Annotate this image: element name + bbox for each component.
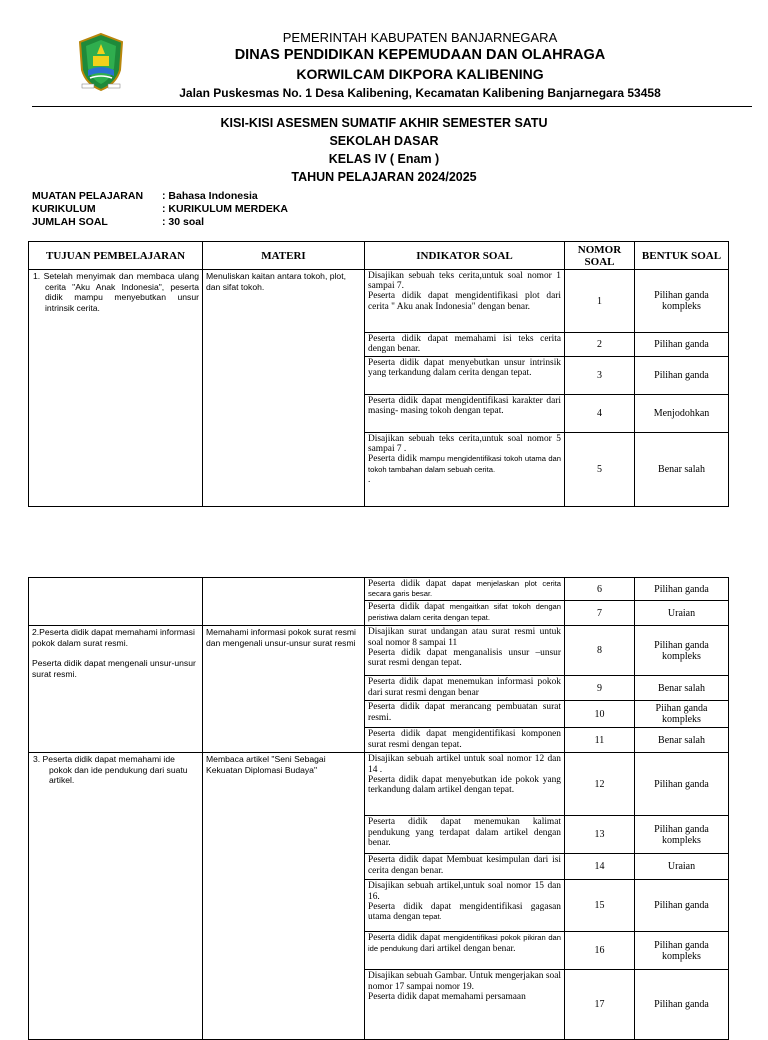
meta-value: : Bahasa Indonesia — [162, 190, 258, 202]
bentuk-cell: Pilihan ganda — [635, 578, 729, 601]
indikator-text — [368, 454, 561, 474]
nomor-cell: 16 — [565, 932, 635, 970]
indikator-cell: Peserta didik dapat merancang pembuatan surat resmi. — [365, 701, 565, 728]
tujuan-cell — [29, 626, 203, 753]
nomor-cell: 6 — [565, 578, 635, 601]
indikator-text: Disajikan sebuah teks cerita,untuk soal nomor 5 sampai 7 . — [368, 434, 561, 455]
col-header-indikator: INDIKATOR SOAL — [365, 242, 565, 270]
indikator-cell: Peserta didik dapat memahami isi teks cerita dengan benar. — [365, 333, 565, 357]
nomor-cell: 8 — [565, 626, 635, 676]
indikator-rest: mampu mengidentifikasi tokoh utama dan tokoh tambahan dalam sebuah cerita. — [368, 454, 561, 474]
header-divider — [32, 106, 752, 107]
indikator-cell — [365, 880, 565, 932]
nomor-cell: 7 — [565, 601, 635, 626]
meta-value: : 30 soal — [162, 216, 205, 228]
table-row — [29, 626, 729, 676]
school-level: SEKOLAH DASAR — [329, 134, 439, 148]
bentuk-cell: Menjodohkan — [635, 395, 729, 433]
indikator-text: Disajikan sebuah teks cerita,untuk soal nomor 1 sampai 7. — [368, 271, 561, 292]
bentuk-cell: Benar salah — [635, 433, 729, 507]
meta-label: MUATAN PELAJARAN — [32, 190, 144, 202]
indikator-cell — [365, 601, 565, 626]
indikator-cell: Peserta didik dapat mengidentifikasi karakter dari masing- masing tokoh dengan tepat. — [365, 395, 565, 433]
indikator-cell: Peserta didik dapat menyebutkan unsur intrinsik yang terkandung dalam cerita dengan tepat. — [365, 357, 565, 395]
materi-cell: Menuliskan kaitan antara tokoh, plot, dan sifat tokoh. — [203, 270, 365, 507]
meta-label: KURIKULUM — [32, 203, 96, 215]
col-header-nomor: NOMOR SOAL — [565, 242, 635, 270]
bentuk-cell: Uraian — [635, 854, 729, 880]
bentuk-cell: Pilihan ganda — [635, 753, 729, 816]
indikator-cell — [365, 626, 565, 676]
indikator-lead: Peserta didik dapat mengidentifikasi gagasan utama dengan — [368, 901, 561, 923]
indikator-cell: Peserta didik dapat menemukan informasi pokok dari surat resmi dengan benar — [365, 676, 565, 701]
indikator-lead: Peserta didik dapat — [368, 602, 445, 613]
indikator-rest: tepat. — [422, 912, 442, 922]
nomor-cell: 12 — [565, 753, 635, 816]
nomor-cell: 3 — [565, 357, 635, 395]
indikator-cell — [365, 433, 565, 507]
nomor-cell: 5 — [565, 433, 635, 507]
indikator-lead: Peserta didik dapat — [368, 579, 447, 589]
materi-cell: Memahami informasi pokok surat resmi dan mengenali unsur-unsur surat resmi — [203, 626, 365, 753]
col-header-materi: MATERI — [203, 242, 365, 270]
indikator-rest: mengidentifikasi pokok pikiran dan ide pendukung — [368, 933, 561, 953]
indikator-text: Peserta didik dapat menyebutkan ide pokok yang terkandung dalam artikel dengan tepat. — [368, 774, 561, 796]
bentuk-cell: Pilihan ganda — [635, 880, 729, 932]
table-row — [29, 578, 729, 601]
indikator-lead: Peserta didik dapat — [368, 933, 441, 944]
col-header-bentuk: BENTUK SOAL — [635, 242, 729, 270]
indikator-rest: dapat menjelaskan plot cerita secara garis besar. — [368, 579, 561, 599]
nomor-cell: 2 — [565, 333, 635, 357]
tujuan-cell: 3. Peserta didik dapat memahami ide pokok dan ide pendukung dari suatu artikel. — [29, 753, 203, 1040]
banjarnegara-emblem-icon — [76, 32, 126, 92]
nomor-cell: 14 — [565, 854, 635, 880]
indikator-cell — [365, 753, 565, 816]
bentuk-cell: Benar salah — [635, 728, 729, 753]
meta-value: : KURIKULUM MERDEKA — [162, 203, 288, 215]
indikator-text: Disajikan surat undangan atau surat resmi untuk soal nomor 8 sampai 11 — [368, 627, 561, 648]
indikator-cell: Peserta didik dapat Membuat kesimpulan dari isi cerita dengan benar. — [365, 854, 565, 880]
indikator-text: Peserta didik dapat menganalisis unsur –unsur surat resmi dengan tepat. — [368, 647, 561, 669]
indikator-text: Disajikan sebuah Gambar. Untuk mengerjakan soal nomor 17 sampai nomor 19. — [368, 971, 561, 992]
indikator-lead: Peserta didik — [368, 454, 417, 465]
indikator-rest: mengaitkan sifat tokoh dengan peristiwa dalam cerita dengan tepat. — [368, 602, 561, 622]
nomor-cell: 10 — [565, 701, 635, 728]
materi-cell — [203, 578, 365, 626]
grid-table-1 — [28, 241, 729, 507]
indikator-text — [368, 902, 561, 922]
indikator-tail: dari artikel dengan benar. — [420, 943, 516, 954]
document-titles — [0, 114, 768, 186]
bentuk-cell: Pilihan ganda kompleks — [635, 816, 729, 854]
nomor-cell: 1 — [565, 270, 635, 333]
dept-name: DINAS PENDIDIKAN KEPEMUDAAN DAN OLAHRAGA — [234, 47, 606, 63]
doc-title: KISI-KISI ASESMEN SUMATIF AKHIR SEMESTER SATU — [220, 116, 548, 130]
academic-year: TAHUN PELAJARAN 2024/2025 — [291, 170, 477, 184]
bentuk-cell: Pilihan ganda kompleks — [635, 932, 729, 970]
office-address: Jalan Puskesmas No. 1 Desa Kalibening, Kecamatan Kalibening Banjarnegara 53458 — [179, 86, 661, 100]
col-header-tujuan: TUJUAN PEMBELAJARAN — [29, 242, 203, 270]
indikator-cell: Peserta didik dapat mengidentifikasi komponen surat resmi dengan tepat. — [365, 728, 565, 753]
nomor-cell: 13 — [565, 816, 635, 854]
table-row — [29, 753, 729, 816]
indikator-cell — [365, 970, 565, 1040]
document-meta — [32, 190, 288, 229]
bentuk-cell: Pilihan ganda — [635, 333, 729, 357]
tujuan-cell — [29, 578, 203, 626]
gov-name: PEMERINTAH KABUPATEN BANJARNEGARA — [282, 30, 558, 45]
meta-label: JUMLAH SOAL — [32, 216, 108, 228]
table-header-row — [29, 242, 729, 270]
bentuk-cell: Pilihan ganda — [635, 357, 729, 395]
bentuk-cell: Uraian — [635, 601, 729, 626]
nomor-cell: 9 — [565, 676, 635, 701]
nomor-cell: 4 — [565, 395, 635, 433]
bentuk-cell: Pilihan ganda kompleks — [635, 270, 729, 333]
class-level: KELAS IV ( Enam ) — [328, 152, 440, 166]
tujuan-text: Peserta didik dapat mengenali unsur-unsur surat resmi. — [32, 658, 196, 679]
nomor-cell: 15 — [565, 880, 635, 932]
grid-table-2 — [28, 577, 729, 1040]
indikator-text: . — [368, 474, 371, 485]
letterhead — [0, 0, 768, 110]
indikator-cell — [365, 578, 565, 601]
nomor-cell: 11 — [565, 728, 635, 753]
indikator-text: Peserta didik dapat mengidentifikasi plot dari cerita " Aku anak Indonesia" dengan benar. — [368, 291, 561, 312]
tujuan-cell: 1. Setelah menyimak dan membaca ulang cerita "Aku Anak Indonesia", peserta didik mampu menyebutkan unsur intrinsik cerita. — [29, 270, 203, 507]
materi-cell: Membaca artikel "Seni Sebagai Kekuatan Diplomasi Budaya" — [203, 753, 365, 1040]
bentuk-cell: Benar salah — [635, 676, 729, 701]
nomor-cell: 17 — [565, 970, 635, 1040]
bentuk-cell: Piihan ganda kompleks — [635, 701, 729, 728]
tujuan-text: 2.Peserta didik dapat memahami informasi pokok dalam surat resmi. — [32, 627, 195, 648]
indikator-text: Disajikan sebuah artikel,untuk soal nomor 15 dan 16. — [368, 881, 561, 902]
indikator-cell — [365, 270, 565, 333]
indikator-text: Peserta didik dapat memahami persamaan — [368, 991, 526, 1002]
indikator-cell — [365, 932, 565, 970]
office-name: KORWILCAM DIKPORA KALIBENING — [296, 66, 544, 82]
bentuk-cell: Pilihan ganda — [635, 970, 729, 1040]
indikator-cell: Peserta didik dapat menemukan kalimat pendukung yang terdapat dalam artikel dengan benar. — [365, 816, 565, 854]
table-row — [29, 270, 729, 333]
bentuk-cell: Pilihan ganda kompleks — [635, 626, 729, 676]
indikator-text: Disajikan sebuah artikel untuk soal nomor 12 dan 14 . — [368, 754, 561, 775]
